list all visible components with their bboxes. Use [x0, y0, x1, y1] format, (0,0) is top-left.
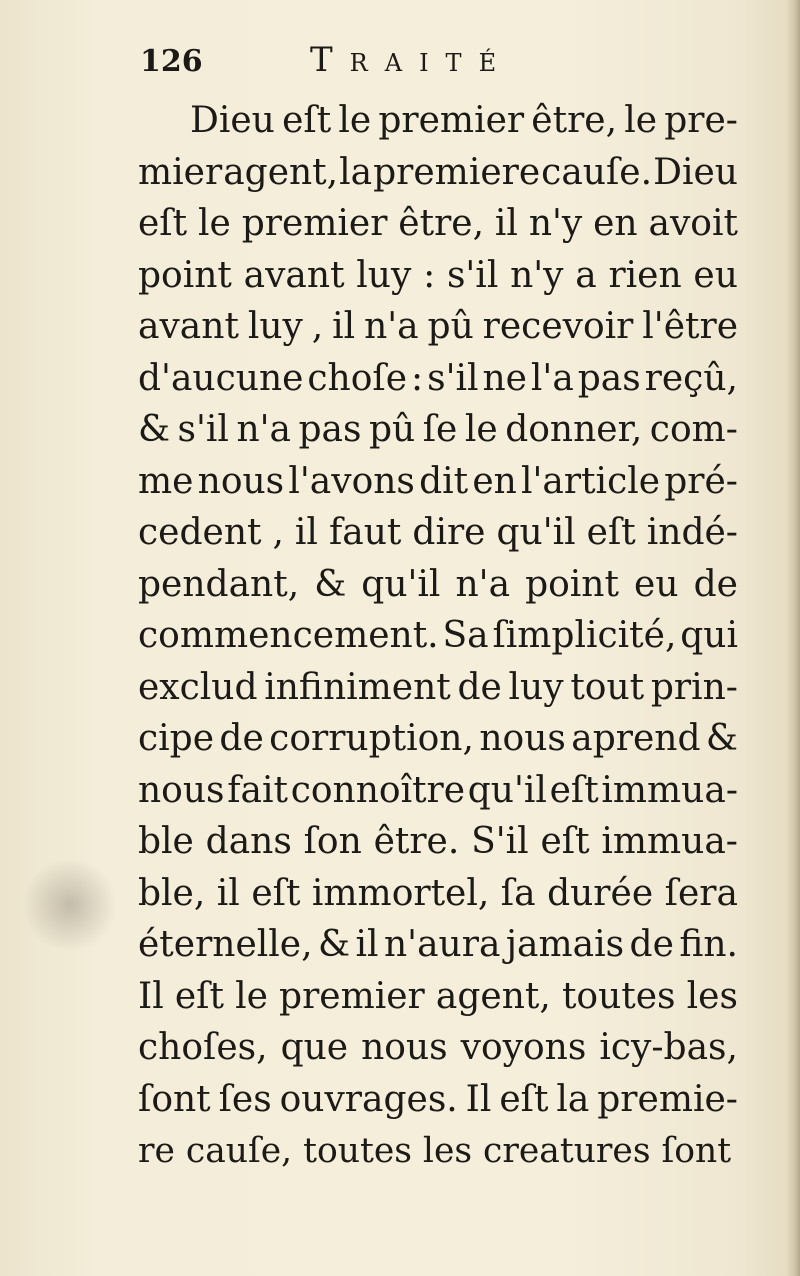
text-line: ble, il eſt immortel, ſa durée ſera: [138, 872, 738, 914]
page-number: 126: [140, 44, 203, 79]
text-line: nous fait connoître qu'il eſt immua-: [138, 769, 738, 811]
paper-stain: [20, 860, 120, 950]
body-text: [138, 94, 738, 1194]
text-line: ble dans ſon être. S'il eſt immua-: [138, 821, 738, 862]
text-line: d'aucune choſe : s'il ne l'a pas reçû,: [138, 357, 738, 399]
text-line: commencement. Sa ſimplicité, qui: [138, 615, 738, 656]
text-line: & s'il n'a pas pû ſe le donner, com-: [138, 409, 738, 450]
text-line: cipe de corruption, nous aprend &: [138, 718, 738, 759]
text-line: mier agent, la premiere cauſe. Dieu: [138, 151, 738, 193]
text-line: eſt le premier être, il n'y en avoit: [138, 203, 738, 244]
text-line: éternelle, & il n'aura jamais de fin.: [138, 924, 738, 965]
text-line: cedent , il faut dire qu'il eſt indé-: [138, 512, 738, 553]
text-line: exclud infiniment de luy tout prin-: [138, 666, 738, 708]
text-line: choſes, que nous voyons icy-bas,: [138, 1027, 738, 1068]
page-edge-shadow: [786, 0, 800, 1276]
text-line: Dieu eſt le premier être, le pre-: [190, 100, 738, 141]
text-line: ſont ſes ouvrages. Il eſt la premie-: [138, 1078, 738, 1120]
text-line: re cauſe, toutes les creatures ſont: [138, 1131, 732, 1171]
running-title: Traité: [310, 40, 514, 80]
text-line: me nous l'avons dit en l'article pré-: [138, 460, 738, 502]
text-line: avant luy , il n'a pû recevoir l'être: [138, 306, 738, 347]
text-line: pendant, & qu'il n'a point eu de: [138, 563, 738, 605]
text-line: Il eſt le premier agent, toutes les: [138, 975, 738, 1017]
text-line: point avant luy : s'il n'y a rien eu: [138, 254, 738, 296]
running-head: [140, 40, 740, 90]
